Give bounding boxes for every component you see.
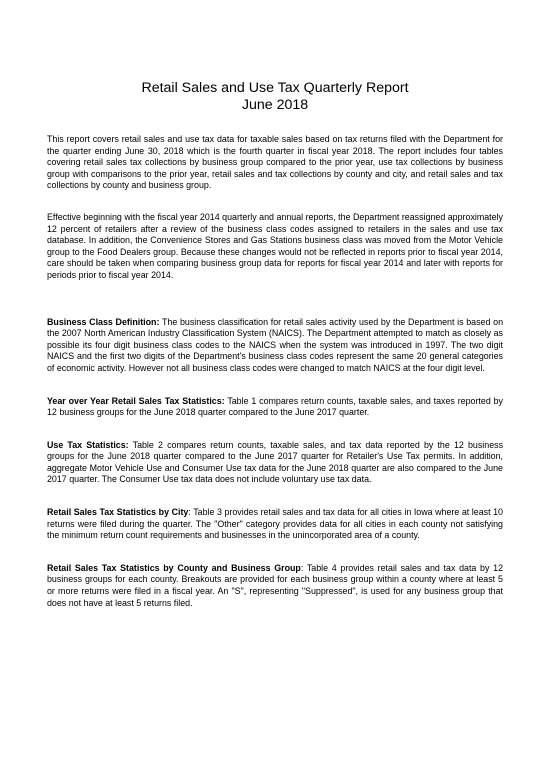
report-header [47,80,503,114]
intro-paragraph [47,134,503,192]
use-tax-heading: Use Tax Statistics: [47,439,129,450]
business-class-text: The business classification for retail sales activity used by the Department is based on the 2007 North American Industry Classification System (NAICS). The Department attempted to match as closely as possible its four digit business class codes to the NAICS when the system was introduced in 1997. The two digit NAICS and the first two digits of the Department's business class codes represent the same 20 general categories of economic activity. However not all business class codes were changed to match NAICS at the four digit level. [47,316,504,373]
intro-text: This report covers retail sales and use tax data for taxable sales based on tax returns filed with the Department for the quarter ending June 30, 2018 which is the fourth quarter in fiscal year 2018. The report includes four tables covering retail sales tax collections by business group compared to the prior year, use tax collections by business group with comparisons to the prior year, retail sales and tax collections by county and city, and retail sales and tax collections by county and business group. [47,134,503,191]
use-tax-text: Table 2 compares return counts, taxable sales, and tax data reported by the 12 business groups for the June 2018 quarter compared to the June 2017 quarter for Retailer's Use Tax permits. In addition, aggregate Motor Vehicle Use and Consumer Use tax data for the June 2018 quarter are also compared to the June 2017 quarter. The Consumer Use tax data does not include voluntary use tax data. [47,439,504,485]
city-stats-text: : Table 3 provides retail sales and tax data for all cities in Iowa where at least 10 returns were filed during the quarter. The "Other" category provides data for all cities in each county not satisfying the minimum return count requirements and businesses in the unincorporated area of a county. [47,507,503,541]
report-page [47,80,503,609]
yoy-retail-heading: Year over Year Retail Sales Tax Statistics: [47,395,225,406]
county-stats-heading: Retail Sales Tax Statistics by County and Business Group [47,562,301,573]
report-subtitle: June 2018 [241,97,309,113]
county-stats-paragraph [47,563,503,609]
business-class-paragraph [47,317,503,375]
reassignment-text: Effective beginning with the fiscal year 2014 quarterly and annual reports, the Department reassigned approximately 12 percent of retailers after a review of the business class codes assigned to retailers in the sales and use tax database. In addition, the Convenience Stores and Gas Stations business class was moved from the Motor Vehicle group to the Food Dealers group. Because these changes would not be reflected in reports prior to fiscal year 2014, care should be taken when comparing business group data for reports for fiscal year 2014 and later with reports for periods prior to fiscal year 2014. [47,211,503,280]
city-stats-heading: Retail Sales Tax Statistics by City [47,507,189,518]
yoy-retail-text: Table 1 compares return counts, taxable sales, and taxes reported by 12 business groups for the June 2018 quarter compared to the June 2017 quarter. [47,395,503,418]
business-class-heading: Business Class Definition: [47,316,160,327]
reassignment-paragraph [47,212,503,282]
report-title: Retail Sales and Use Tax Quarterly Report [141,80,409,96]
city-stats-paragraph [47,507,503,542]
yoy-retail-paragraph [47,396,503,419]
use-tax-paragraph [47,440,503,486]
county-stats-text: : Table 4 provides retail sales and tax data by 12 business groups for each county. Breakouts are provided for each business group within a county where at least 5 or more returns were filed in a fiscal year. An "S", representing "Suppressed", is used for any business group that does not have at least 5 returns filed. [47,562,503,608]
